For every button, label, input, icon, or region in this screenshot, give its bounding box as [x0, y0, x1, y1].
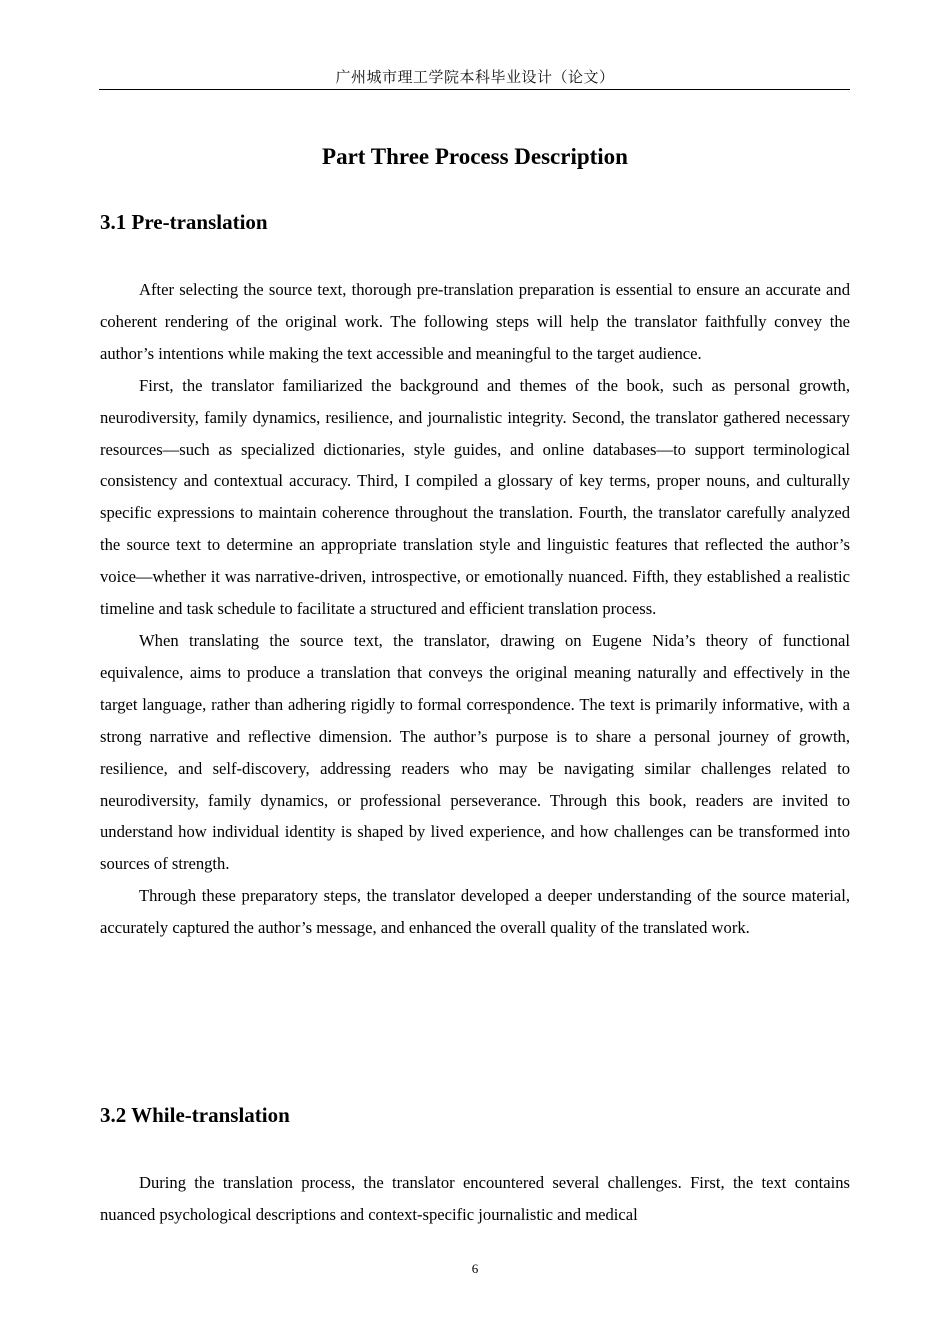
paragraph: First, the translator familiarized the background and themes of the book, such as personal growth, neurodiversity, family dynamics, resilience, and journalistic integrity. Second, the translator gathered necessary resources—such as specialized dictionaries, style guides, and online databases—to support terminological consistency and contextual accuracy. Third, I compiled a glossary of key terms, proper nouns, and culturally specific expressions to maintain coherence throughout the translation. Fourth, the translator carefully analyzed the source text to determine an appropriate translation style and linguistic features that reflected the author’s voice—whether it was narrative-driven, introspective, or emotionally nuanced. Fifth, they established a realistic timeline and task schedule to facilitate a structured and efficient translation process.	[100, 375, 850, 619]
page-number: 6	[471, 1261, 479, 1276]
section-heading-pre-translation: 3.1 Pre-translation	[100, 210, 268, 234]
header-rule	[99, 89, 850, 90]
section-body-while-translation	[100, 1167, 850, 1231]
paragraph: During the translation process, the translator encountered several challenges. First, the text contains nuanced psychological descriptions and context-specific journalistic and medical	[100, 1173, 850, 1224]
running-header: 广州城市理工学院本科毕业设计（论文）	[335, 70, 615, 86]
paragraph: When translating the source text, the translator, drawing on Eugene Nida’s theory of functional equivalence, aims to produce a translation that conveys the original meaning naturally and effectively in the target language, rather than adhering rigidly to formal correspondence. The text is primarily informative, with a strong narrative and reflective dimension. The author’s purpose is to share a personal journey of growth, resilience, and self-discovery, addressing readers who may be navigating similar challenges related to neurodiversity, family dynamics, or professional perseverance. Through this book, readers are invited to understand how individual identity is shaped by lived experience, and how challenges can be transformed into sources of strength.	[100, 630, 850, 874]
section-body-pre-translation	[100, 274, 850, 944]
paragraph: Through these preparatory steps, the translator developed a deeper understanding of the source material, accurately captured the author’s message, and enhanced the overall quality of the translated work.	[100, 886, 850, 938]
paragraph: After selecting the source text, thorough pre-translation preparation is essential to ensure an accurate and coherent rendering of the original work. The following steps will help the translator faithfully convey the author’s intentions while making the text accessible and meaningful to the target audience.	[100, 280, 850, 363]
section-heading-while-translation: 3.2 While-translation	[100, 1103, 290, 1127]
part-title: Part Three Process Description	[322, 144, 628, 169]
